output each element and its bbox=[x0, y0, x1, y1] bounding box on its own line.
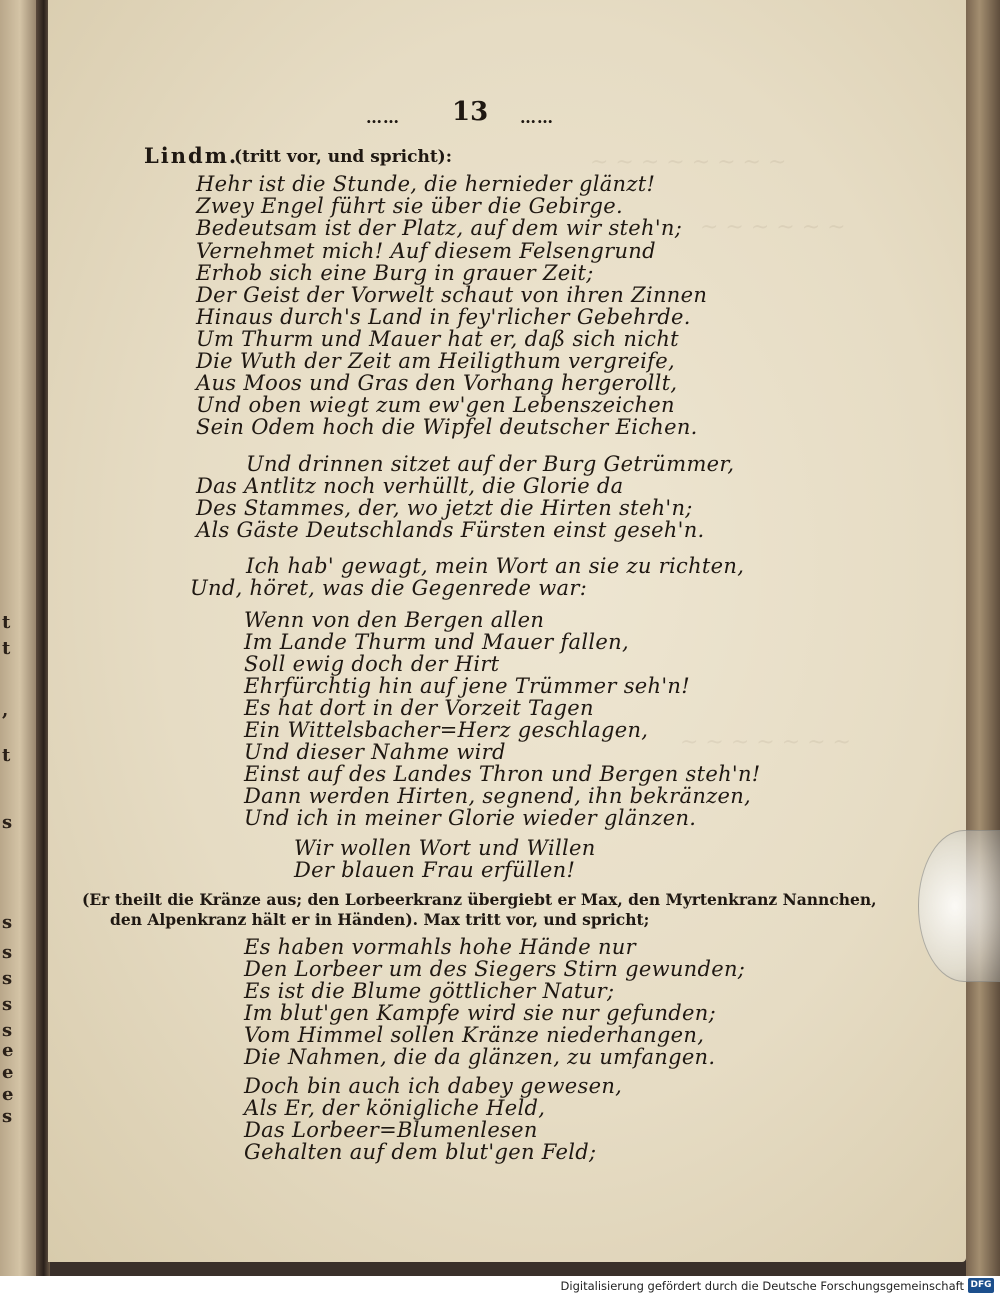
edge-letter: e bbox=[2, 1040, 14, 1061]
verse-line: Dann werden Hirten, segnend, ihn bekränzen, bbox=[244, 784, 752, 808]
verse-line: Aus Moos und Gras den Vorhang hergerollt, bbox=[196, 371, 678, 395]
edge-letter: t bbox=[2, 745, 11, 766]
edge-letter: s bbox=[2, 968, 13, 989]
verse-line: Einst auf des Landes Thron und Bergen steh'n! bbox=[244, 762, 761, 786]
speaker-name: Lindm. bbox=[144, 143, 239, 168]
verse-line: Soll ewig doch der Hirt bbox=[244, 652, 500, 676]
edge-letter: s bbox=[2, 912, 13, 933]
verse-line: Das Lorbeer=Blumenlesen bbox=[244, 1118, 538, 1142]
verse-line: Doch bin auch ich dabey gewesen, bbox=[244, 1074, 623, 1098]
verse-line: Um Thurm und Mauer hat er, daß sich nicht bbox=[196, 327, 679, 351]
verse-line: Als Gäste Deutschlands Fürsten einst geseh'n. bbox=[196, 518, 705, 542]
stage-direction: (Er theilt die Kränze aus; den Lorbeerkranz übergiebt er Max, den Myrtenkranz Nannchen, bbox=[82, 890, 877, 909]
verse-line: Den Lorbeer um des Siegers Stirn gewunden; bbox=[244, 957, 746, 981]
verse-line: Im Lande Thurm und Mauer fallen, bbox=[244, 630, 629, 654]
bleed-through: ~ ~ ~ ~ ~ ~ ~ bbox=[680, 730, 851, 755]
verse-line: Wenn von den Bergen allen bbox=[244, 608, 545, 632]
header-ornament-right: …… bbox=[520, 108, 554, 127]
verse-line: Und oben wiegt zum ew'gen Lebenszeichen bbox=[196, 393, 675, 417]
edge-letter: s bbox=[2, 1106, 13, 1127]
page-clip bbox=[918, 830, 1000, 982]
verse-line: Ehrfürchtig hin auf jene Trümmer seh'n! bbox=[244, 674, 690, 698]
verse-line: Sein Odem hoch die Wipfel deutscher Eichen. bbox=[196, 415, 698, 439]
verse-line: Und, höret, was die Gegenrede war: bbox=[190, 576, 588, 600]
verse-line: Des Stammes, der, wo jetzt die Hirten steh'n; bbox=[196, 496, 693, 520]
verse-line: Und dieser Nahme wird bbox=[244, 740, 506, 764]
verse-line: Erhob sich eine Burg in grauer Zeit; bbox=[196, 261, 594, 285]
edge-letter: s bbox=[2, 812, 13, 833]
verse-line: Und ich in meiner Glorie wieder glänzen. bbox=[244, 806, 697, 830]
verse-line: Zwey Engel führt sie über die Gebirge. bbox=[196, 194, 623, 218]
verse-line: Es ist die Blume göttlicher Natur; bbox=[244, 979, 615, 1003]
funding-credit: Digitalisierung gefördert durch die Deutsche Forschungsgemeinschaft bbox=[560, 1279, 964, 1293]
stage-direction: den Alpenkranz hält er in Händen). Max tritt vor, und spricht; bbox=[110, 910, 650, 929]
edge-letter: e bbox=[2, 1084, 14, 1105]
verse-line: Als Er, der königliche Held, bbox=[244, 1096, 546, 1120]
verse-line: Die Wuth der Zeit am Heiligthum vergreife, bbox=[196, 349, 675, 373]
verse-line: Gehalten auf dem blut'gen Feld; bbox=[244, 1140, 597, 1164]
verse-line: Hinaus durch's Land in fey'rlicher Gebehrde. bbox=[196, 305, 691, 329]
verse-line: Vom Himmel sollen Kränze niederhangen, bbox=[244, 1023, 705, 1047]
verse-line: Der blauen Frau erfüllen! bbox=[294, 858, 576, 882]
bleed-through: ~ ~ ~ ~ ~ ~ bbox=[700, 215, 846, 240]
page-number: 13 bbox=[452, 97, 489, 127]
header-ornament-left: …… bbox=[366, 108, 400, 127]
dfg-logo: DFG bbox=[968, 1278, 994, 1293]
verse-line: Es hat dort in der Vorzeit Tagen bbox=[244, 696, 594, 720]
verse-line: Vernehmet mich! Auf diesem Felsengrund bbox=[196, 239, 656, 263]
verse-line: Der Geist der Vorwelt schaut von ihren Zinnen bbox=[196, 283, 708, 307]
edge-letter: e bbox=[2, 1062, 14, 1083]
verse-line: Die Nahmen, die da glänzen, zu umfangen. bbox=[244, 1045, 716, 1069]
bleed-through: ~ ~ ~ ~ ~ ~ ~ ~ bbox=[590, 150, 787, 175]
verse-line: Im blut'gen Kampfe wird sie nur gefunden; bbox=[244, 1001, 716, 1025]
edge-letter: s bbox=[2, 1020, 13, 1041]
verse-line: Das Antlitz noch verhüllt, die Glorie da bbox=[196, 474, 624, 498]
verse-line: Ein Wittelsbacher=Herz geschlagen, bbox=[244, 718, 649, 742]
edge-letter: s bbox=[2, 942, 13, 963]
edge-letter: t bbox=[2, 612, 11, 633]
stage-direction: (tritt vor, und spricht): bbox=[234, 147, 452, 167]
verse-line: Hehr ist die Stunde, die hernieder glänzt! bbox=[196, 172, 656, 196]
edge-letter: , bbox=[2, 700, 9, 721]
verse-line: Bedeutsam ist der Platz, auf dem wir steh'n; bbox=[196, 216, 683, 240]
edge-letter: s bbox=[2, 994, 13, 1015]
verse-line: Und drinnen sitzet auf der Burg Getrümmer, bbox=[246, 452, 735, 476]
verse-line: Ich hab' gewagt, mein Wort an sie zu richten, bbox=[246, 554, 745, 578]
edge-letter: t bbox=[2, 638, 11, 659]
footer-bar bbox=[0, 1276, 1000, 1296]
verse-line: Wir wollen Wort und Willen bbox=[294, 836, 596, 860]
book-board-edge bbox=[966, 0, 1000, 1276]
verse-line: Es haben vormahls hohe Hände nur bbox=[244, 935, 636, 959]
